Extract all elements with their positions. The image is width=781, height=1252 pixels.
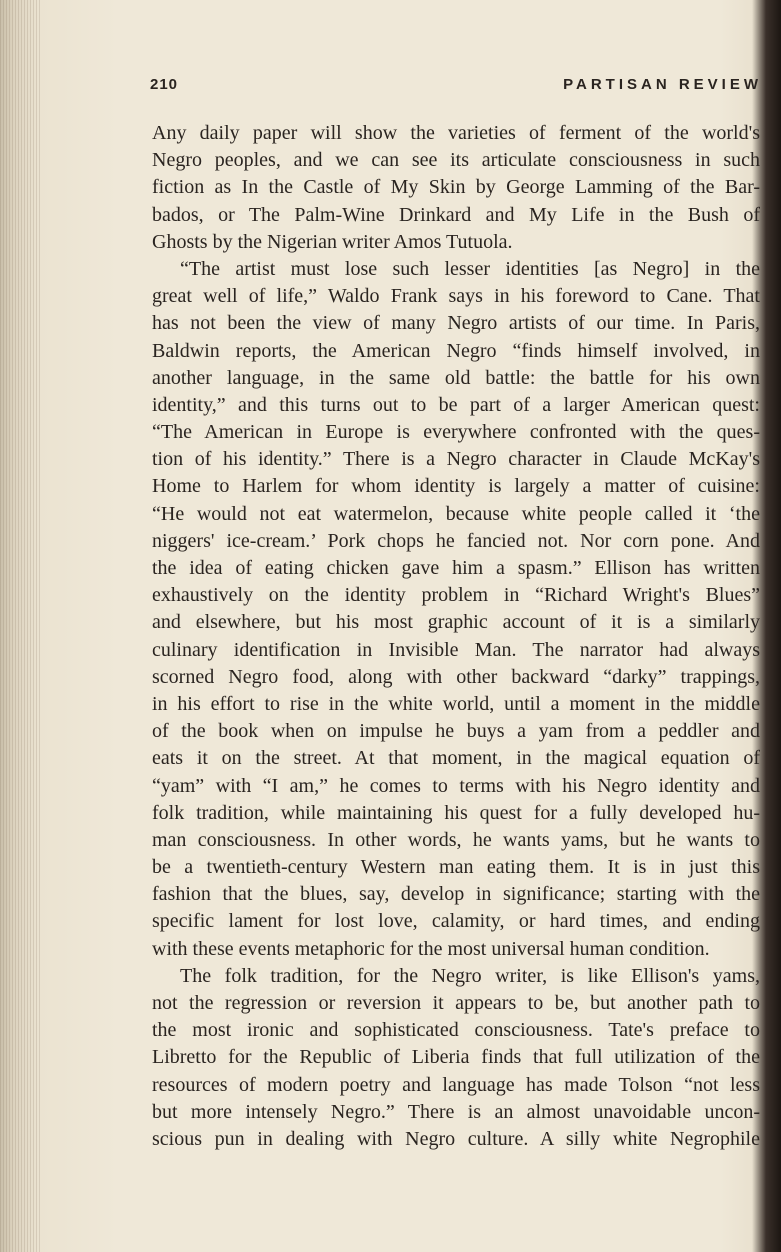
text-line: fashion that the blues, say, develop in significance; starting with the — [152, 883, 760, 906]
text-line: in his effort to rise in the white world, until a moment in the middle — [152, 692, 760, 715]
text-line: fiction as In the Castle of My Skin by George Lamming of the Bar- — [152, 176, 760, 199]
text-line: The folk tradition, for the Negro writer, is like Ellison's yams, — [180, 964, 760, 987]
text-line: of the book when on impulse he buys a yam from a peddler and — [152, 720, 760, 743]
text-line: culinary identification in Invisible Man. The narrator had always — [152, 638, 760, 661]
text-line: folk tradition, while maintaining his quest for a fully developed hu- — [152, 801, 760, 824]
page-number: 210 — [150, 76, 179, 93]
text-line: Negro peoples, and we can see its articulate consciousness in such — [152, 149, 760, 172]
text-line: man consciousness. In other words, he wants yams, but he wants to — [152, 828, 760, 851]
text-line: Home to Harlem for whom identity is largely a matter of cuisine: — [152, 475, 760, 498]
text-line: eats it on the street. At that moment, in the magical equation of — [152, 747, 760, 770]
text-line: scious pun in dealing with Negro culture. A silly white Negrophile — [152, 1127, 760, 1150]
text-line: Baldwin reports, the American Negro “finds himself involved, in — [152, 339, 760, 362]
running-head: PARTISAN REVIEW — [563, 76, 762, 93]
text-line: exhaustively on the identity problem in “Richard Wright's Blues” — [152, 584, 760, 607]
text-line: niggers' ice-cream.’ Pork chops he fancied not. Nor corn pone. And — [152, 529, 760, 552]
text-line: has not been the view of many Negro artists of our time. In Paris, — [152, 312, 760, 335]
text-line: “He would not eat watermelon, because white people called it ‘the — [152, 502, 760, 525]
article-body — [152, 120, 760, 1153]
text-line: be a twentieth-century Western man eating them. It is in just this — [152, 856, 760, 879]
text-line: and elsewhere, but his most graphic account of it is a similarly — [152, 611, 760, 634]
text-line: Ghosts by the Nigerian writer Amos Tutuola. — [152, 230, 513, 253]
text-line: “The American in Europe is everywhere confronted with the ques- — [152, 421, 760, 444]
text-line: resources of modern poetry and language has made Tolson “not less — [152, 1073, 760, 1096]
page-header — [150, 76, 762, 100]
text-line: not the regression or reversion it appears to be, but another path to — [152, 992, 760, 1014]
text-line: another language, in the same old battle: the battle for his own — [152, 366, 760, 389]
text-line: “yam” with “I am,” he comes to terms with his Negro identity and — [152, 774, 760, 797]
text-line: great well of life,” Waldo Frank says in his foreword to Cane. That — [152, 285, 760, 308]
text-line: Any daily paper will show the varieties of ferment of the world's — [152, 122, 760, 144]
text-line: bados, or The Palm-Wine Drinkard and My Life in the Bush of — [152, 203, 760, 226]
book-spine-shadow — [0, 0, 42, 1252]
text-line: identity,” and this turns out to be part of a larger American quest: — [152, 393, 760, 416]
text-line: “The artist must lose such lesser identities [as Negro] in the — [180, 257, 760, 280]
text-line: the idea of eating chicken gave him a spasm.” Ellison has written — [152, 557, 760, 579]
text-line: but more intensely Negro.” There is an almost unavoidable uncon- — [152, 1100, 760, 1123]
text-line: with these events metaphoric for the most universal human condition. — [152, 937, 710, 960]
text-line: specific lament for lost love, calamity, or hard times, and ending — [152, 910, 760, 933]
text-line: scorned Negro food, along with other backward “darky” trappings, — [152, 665, 760, 688]
text-line: Libretto for the Republic of Liberia finds that full utilization of the — [152, 1046, 760, 1069]
text-line: tion of his identity.” There is a Negro character in Claude McKay's — [152, 448, 760, 471]
text-line: the most ironic and sophisticated consciousness. Tate's preface to — [152, 1019, 760, 1042]
